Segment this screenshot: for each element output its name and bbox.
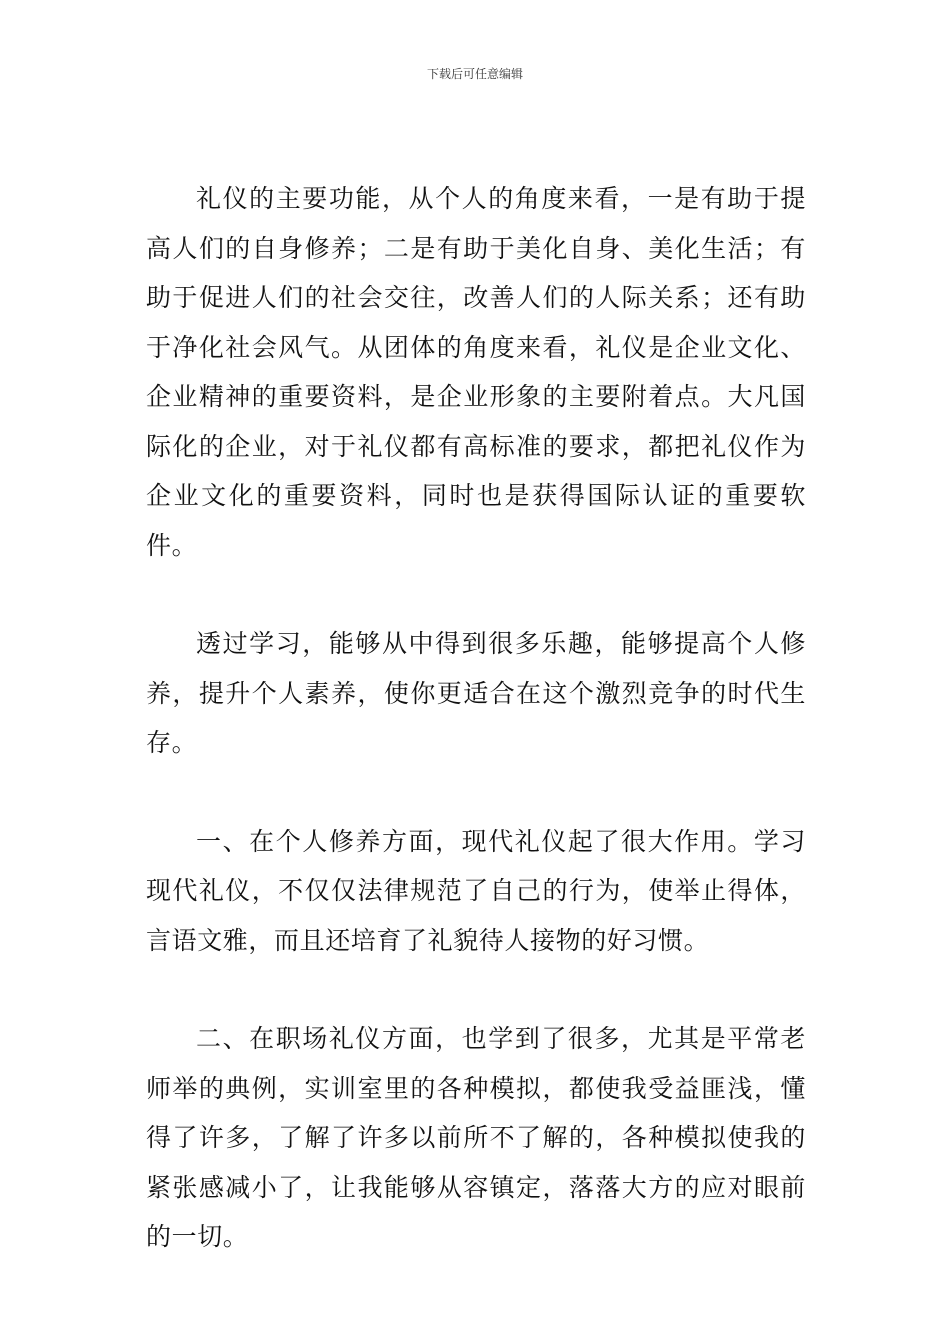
paragraph-etiquette-functions: 礼仪的主要功能，从个人的角度来看，一是有助于提高人们的自身修养；二是有助于美化自身、美化生活；有助于促进人们的社会交往，改善人们的人际关系；还有助于净化社会风气。从团体的角度来看，礼仪是企业文化、企业精神的重要资料，是企业形象的主要附着点。大凡国际化的企业，对于礼仪都有高标准的要求，都把礼仪作为企业文化的重要资料，同时也是获得国际认证的重要软件。 <box>146 184 806 560</box>
paragraph-workplace-etiquette: 二、在职场礼仪方面，也学到了很多，尤其是平常老师举的典例，实训室里的各种模拟，都使我受益匪浅，懂得了许多，了解了许多以前所不了解的，各种模拟使我的紧张感减小了，让我能够从容镇定，落落大方的应对眼前的一切。 <box>146 1024 806 1251</box>
header-note: 下载后可任意编辑 <box>426 67 523 81</box>
paragraph-gap <box>146 768 806 817</box>
paragraph-learning-benefits: 透过学习，能够从中得到很多乐趣，能够提高个人修养，提升个人素养，使你更适合在这个激烈竞争的时代生存。 <box>146 629 806 757</box>
document-body <box>146 174 806 1262</box>
paragraph-gap <box>146 965 806 1014</box>
paragraph-personal-cultivation: 一、在个人修养方面，现代礼仪起了很大作用。学习现代礼仪，不仅仅法律规范了自己的行为，使举止得体，言语文雅，而且还培育了礼貌待人接物的好习惯。 <box>146 826 806 955</box>
paragraph-gap <box>146 570 806 619</box>
